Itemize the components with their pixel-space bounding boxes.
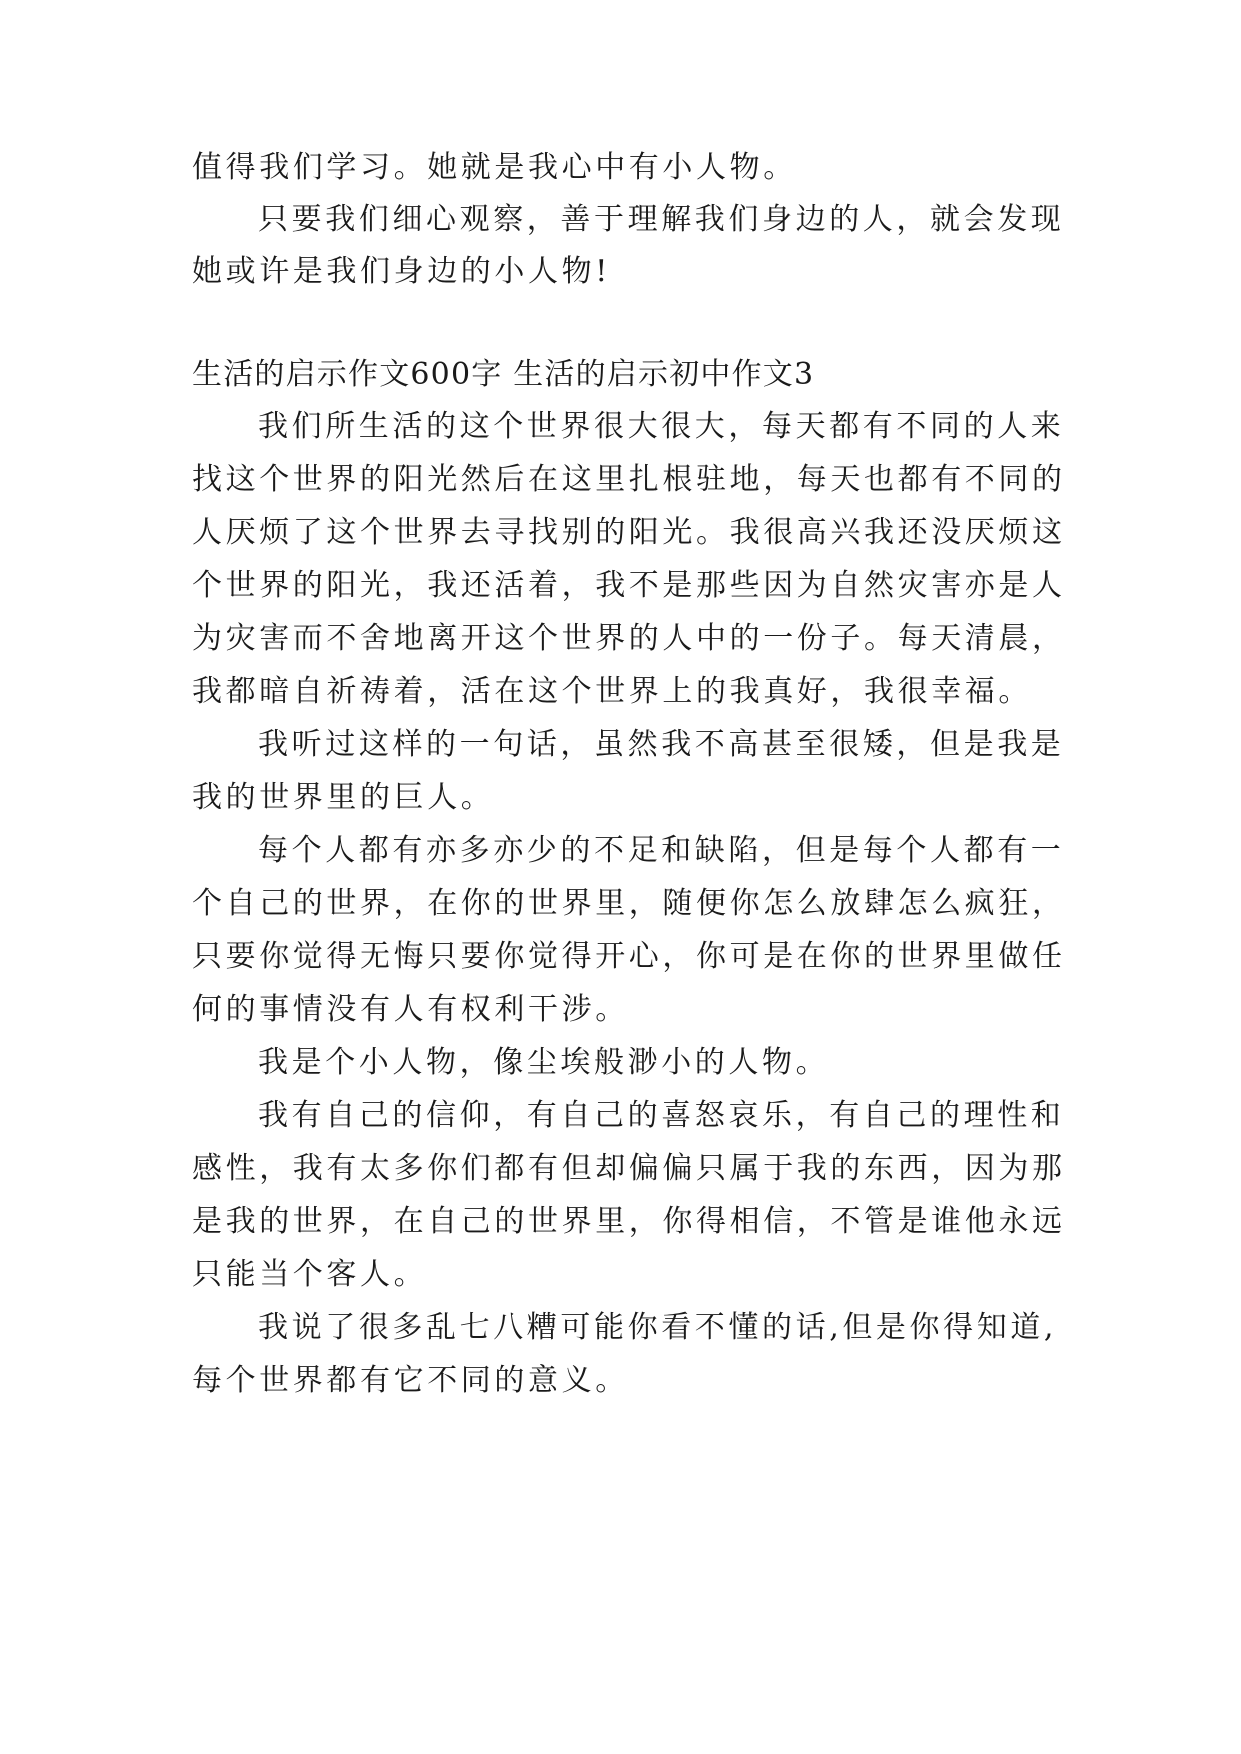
text-line: 她或许是我们身边的小人物! bbox=[192, 254, 611, 289]
text-line: 值得我们学习。她就是我心中有小人物。 bbox=[192, 150, 797, 185]
paragraph-first-line: 我是个小人物，像尘埃般渺小的人物。 bbox=[258, 1045, 830, 1080]
text-line: 感性，我有太多你们都有但却偏偏只属于我的东西，因为那 bbox=[192, 1151, 1066, 1186]
text-line: 个世界的阳光，我还活着，我不是那些因为自然灾害亦是人 bbox=[192, 568, 1066, 603]
paragraph-first-line: 我说了很多乱七八糟可能你看不懂的话,但是你得知道, bbox=[258, 1310, 1058, 1345]
paragraph-first-line: 只要我们细心观察，善于理解我们身边的人，就会发现 bbox=[258, 202, 1065, 237]
text-line: 是我的世界，在自己的世界里，你得相信，不管是谁他永远 bbox=[192, 1204, 1066, 1239]
paragraph-first-line: 我听过这样的一句话，虽然我不高甚至很矮，但是我是 bbox=[258, 727, 1065, 762]
section-heading: 生活的启示作文600字 生活的启示初中作文3 bbox=[192, 357, 815, 392]
text-line: 找这个世界的阳光然后在这里扎根驻地，每天也都有不同的 bbox=[192, 462, 1066, 497]
text-line: 人厌烦了这个世界去寻找别的阳光。我很高兴我还没厌烦这 bbox=[192, 515, 1066, 550]
text-line: 个自己的世界，在你的世界里，随便你怎么放肆怎么疯狂， bbox=[192, 886, 1066, 921]
text-line: 我的世界里的巨人。 bbox=[192, 780, 495, 815]
text-line: 只要你觉得无悔只要你觉得开心，你可是在你的世界里做任 bbox=[192, 939, 1066, 974]
paragraph-first-line: 每个人都有亦多亦少的不足和缺陷，但是每个人都有一 bbox=[258, 833, 1065, 868]
text-line: 只能当个客人。 bbox=[192, 1257, 428, 1292]
text-line: 何的事情没有人有权利干涉。 bbox=[192, 992, 629, 1027]
paragraph-first-line: 我有自己的信仰，有自己的喜怒哀乐，有自己的理性和 bbox=[258, 1098, 1065, 1133]
text-line: 我都暗自祈祷着，活在这个世界上的我真好，我很幸福。 bbox=[192, 674, 1032, 709]
paragraph-first-line: 我们所生活的这个世界很大很大，每天都有不同的人来 bbox=[258, 409, 1065, 444]
text-line: 为灾害而不舍地离开这个世界的人中的一份子。每天清晨， bbox=[192, 621, 1066, 656]
text-line: 每个世界都有它不同的意义。 bbox=[192, 1363, 629, 1398]
